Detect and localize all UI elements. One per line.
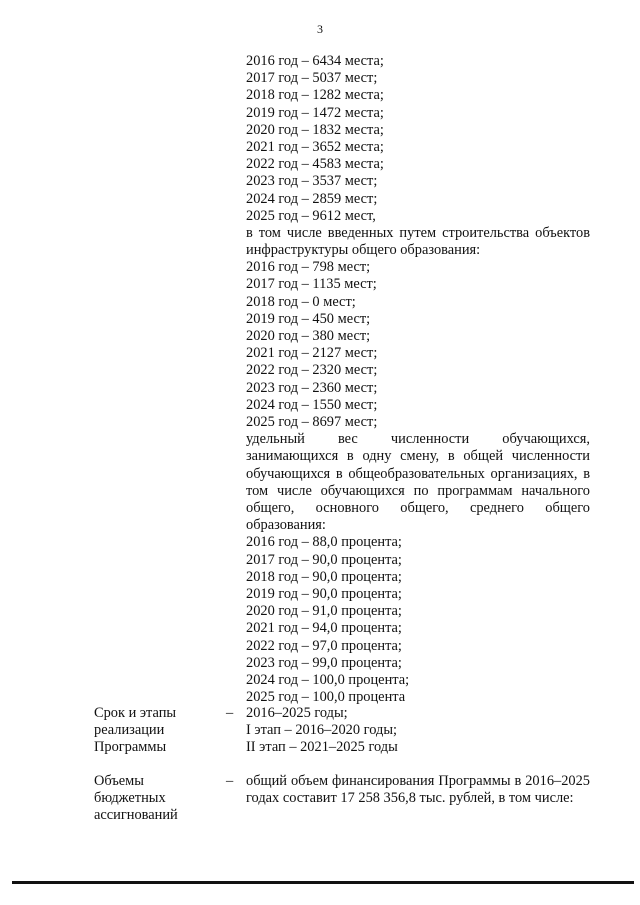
places-2021: 2021 год – 3652 места;	[246, 138, 384, 155]
share-2025: 2025 год – 100,0 процента	[246, 689, 406, 706]
budget-label-line: ассигнований	[94, 807, 178, 824]
timeline-label-line: Срок и этапы	[94, 705, 177, 721]
places-2018: 2018 год – 1282 места;	[246, 87, 384, 104]
places-2016: 2016 год – 6434 места;	[246, 53, 384, 69]
infra-2025: 2025 год – 8697 мест;	[246, 413, 378, 430]
infra-2024: 2024 год – 1550 мест;	[246, 396, 378, 413]
share-2017: 2017 год – 90,0 процента;	[246, 551, 402, 568]
share-2022: 2022 год – 97,0 процента;	[246, 637, 402, 654]
places-2024: 2024 год – 2859 мест;	[246, 190, 378, 207]
infra-2021: 2021 год – 2127 мест;	[246, 345, 378, 362]
timeline-dash: –	[226, 705, 234, 721]
share-2016: 2016 год – 88,0 процента;	[246, 534, 402, 551]
budget-label	[94, 773, 214, 825]
infra-2022: 2022 год – 2320 мест;	[246, 362, 378, 379]
places-2023: 2023 год – 3537 мест;	[246, 173, 378, 190]
infra-2017: 2017 год – 1135 мест;	[246, 276, 377, 293]
budget-dash: –	[226, 773, 234, 789]
places-2019: 2019 год – 1472 места;	[246, 104, 384, 121]
timeline-stage-1: I этап – 2016–2020 годы;	[246, 722, 397, 739]
budget-label-line: Объемы	[94, 773, 144, 789]
infra-2016: 2016 год – 798 мест;	[246, 259, 371, 276]
share-2020: 2020 год – 91,0 процента;	[246, 603, 402, 620]
budget-text: общий объем финансирования Программы в 2016–2025 годах составит 17 258 356,8 тыс. рублей, в том числе:	[246, 773, 590, 807]
bottom-rule	[12, 881, 634, 884]
places-2025: 2025 год – 9612 мест,	[246, 207, 376, 224]
infra-2018: 2018 год – 0 мест;	[246, 293, 356, 310]
places-2017: 2017 год – 5037 мест;	[246, 70, 378, 87]
share-intro: удельный вес численности обучающихся, занимающихся в одну смену, в общей численности обучающихся в общеобразовательных организациях, в том числе обучающихся по программам начального общего, основного общего, среднего общего образования:	[246, 431, 590, 534]
timeline-value	[246, 705, 590, 757]
share-2018: 2018 год – 90,0 процента;	[246, 568, 402, 585]
budget-label-line: бюджетных	[94, 790, 166, 807]
infra-2019: 2019 год – 450 мест;	[246, 310, 371, 327]
timeline-period: 2016–2025 годы;	[246, 705, 348, 721]
timeline-label	[94, 705, 214, 757]
share-2024: 2024 год – 100,0 процента;	[246, 671, 410, 688]
share-2021: 2021 год – 94,0 процента;	[246, 620, 402, 637]
infra-2023: 2023 год – 2360 мест;	[246, 379, 378, 396]
timeline-label-line: реализации	[94, 722, 165, 739]
share-2019: 2019 год – 90,0 процента;	[246, 585, 402, 602]
places-2020: 2020 год – 1832 места;	[246, 121, 384, 138]
infrastructure-intro: в том числе введенных путем строительства объектов инфраструктуры общего образования:	[246, 224, 590, 259]
indicators-column	[246, 53, 590, 706]
places-2022: 2022 год – 4583 места;	[246, 156, 384, 173]
timeline-stage-2: II этап – 2021–2025 годы	[246, 739, 398, 756]
timeline-label-line: Программы	[94, 739, 167, 756]
page-number: 3	[317, 22, 323, 36]
infra-2020: 2020 год – 380 мест;	[246, 328, 371, 345]
share-2023: 2023 год – 99,0 процента;	[246, 654, 402, 671]
